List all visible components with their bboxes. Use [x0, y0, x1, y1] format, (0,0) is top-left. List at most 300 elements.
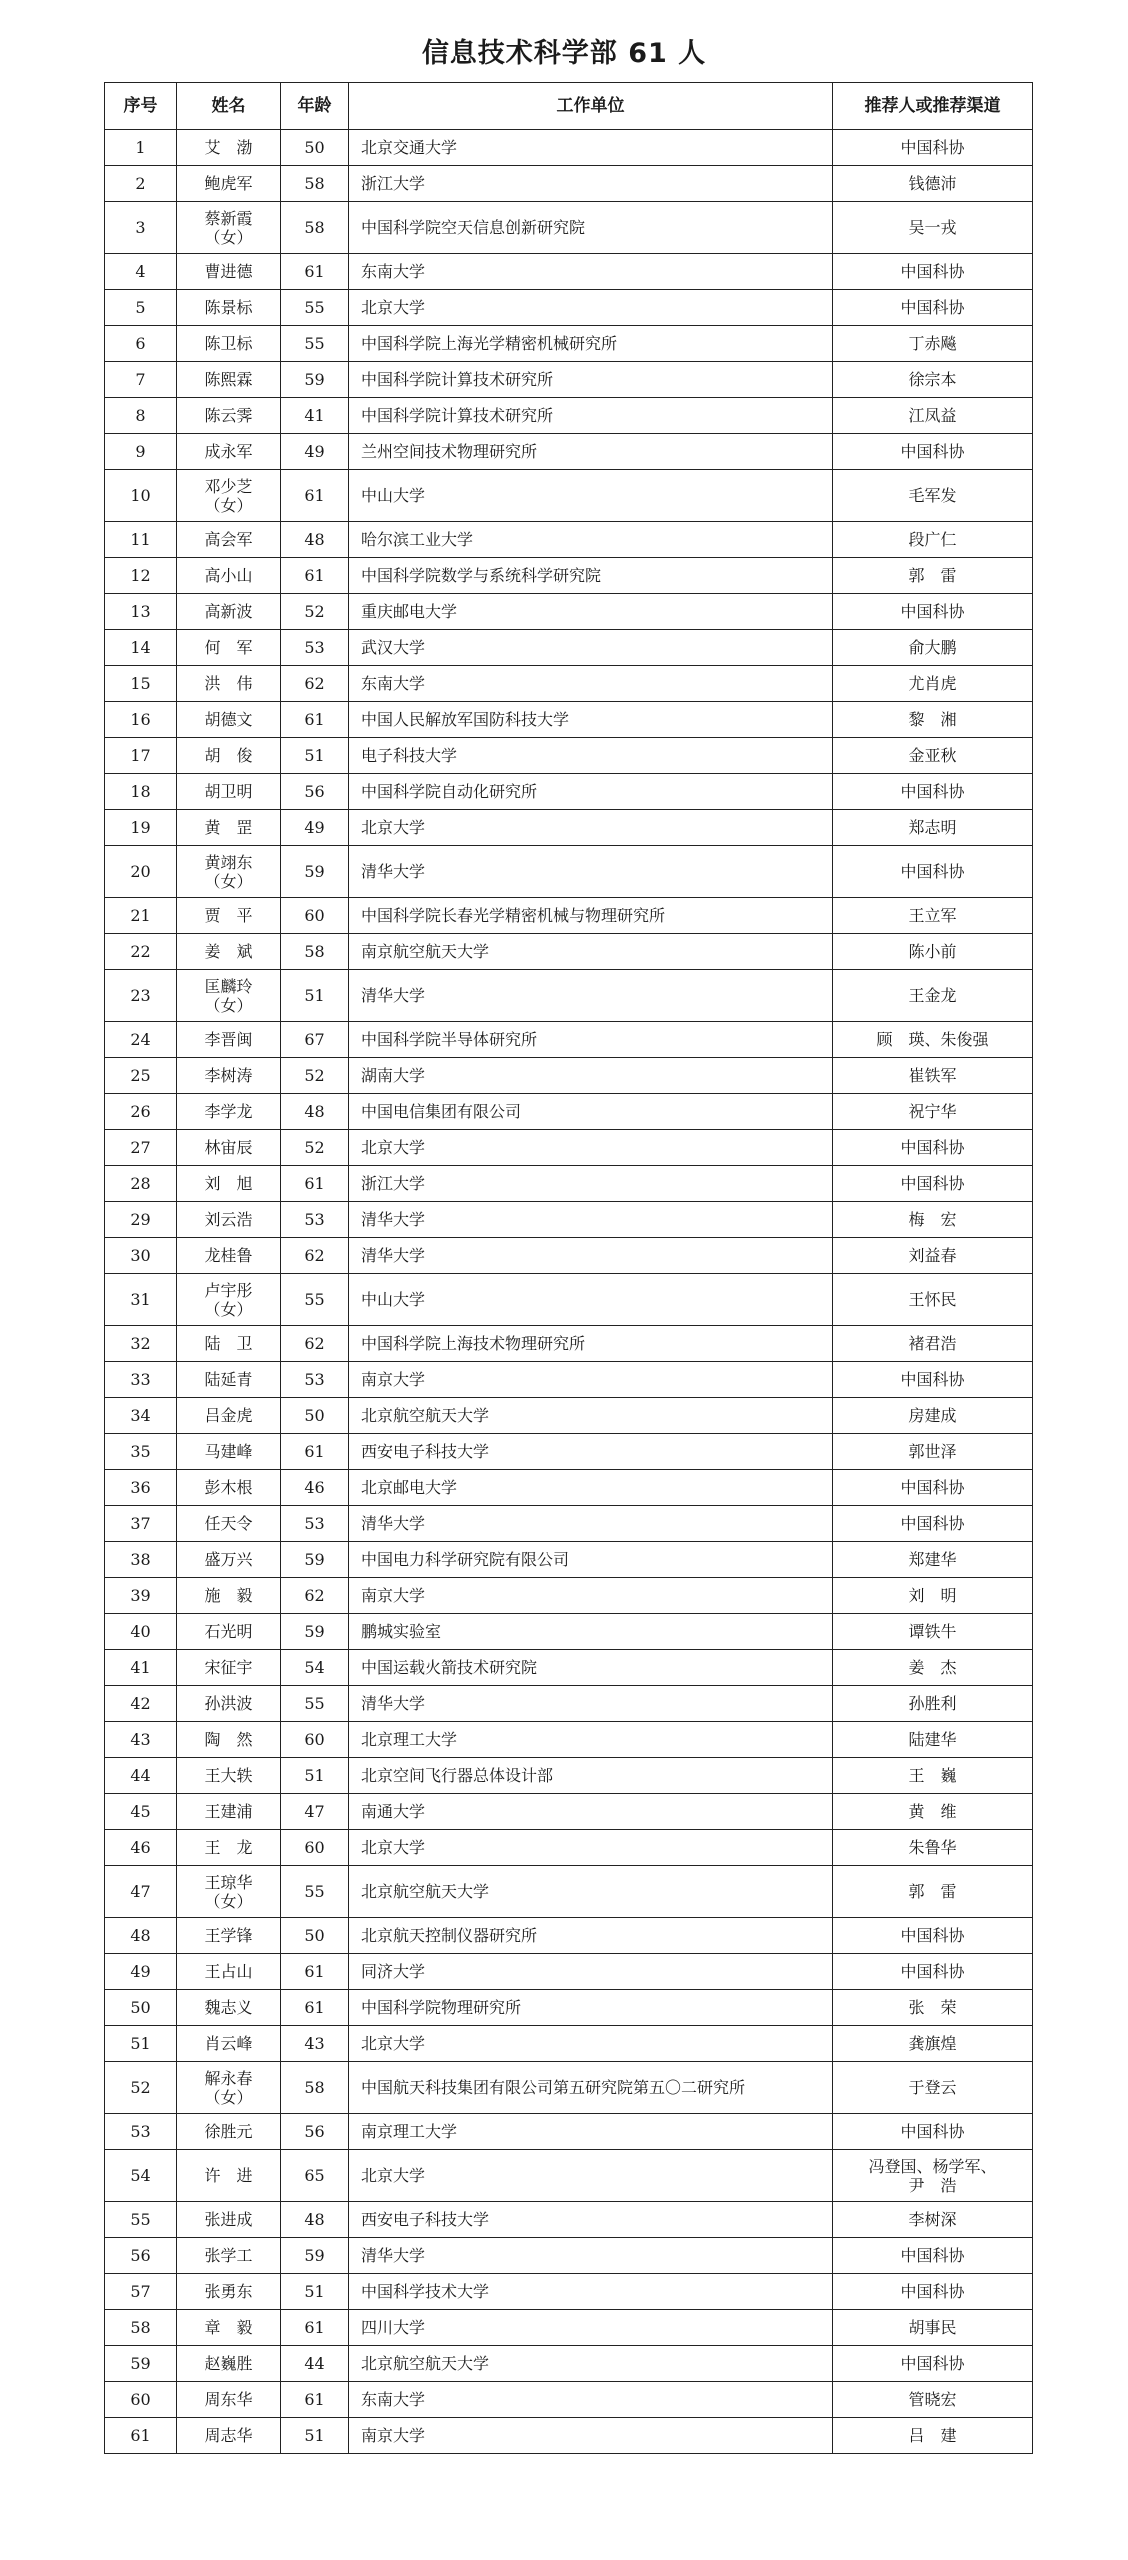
cell-workplace: 同济大学: [349, 1954, 833, 1990]
cell-index: 44: [105, 1758, 177, 1794]
cell-age: 58: [281, 166, 349, 202]
cell-name: 蔡新霞 （女）: [177, 202, 281, 254]
cell-age: 62: [281, 666, 349, 702]
cell-workplace: 西安电子科技大学: [349, 1434, 833, 1470]
cell-age: 65: [281, 2150, 349, 2202]
cell-age: 51: [281, 2274, 349, 2310]
table-row: [105, 362, 1033, 398]
cell-age: 61: [281, 1166, 349, 1202]
cell-index: 3: [105, 202, 177, 254]
cell-recommender: 丁赤飚: [833, 326, 1033, 362]
cell-recommender: 中国科协: [833, 594, 1033, 630]
cell-name: 成永军: [177, 434, 281, 470]
cell-name: 黄翊东 （女）: [177, 846, 281, 898]
cell-name: 周志华: [177, 2418, 281, 2454]
cell-age: 48: [281, 2202, 349, 2238]
cell-name: 陆延青: [177, 1362, 281, 1398]
cell-workplace: 清华大学: [349, 1686, 833, 1722]
cell-recommender: 王 巍: [833, 1758, 1033, 1794]
cell-recommender: 毛军发: [833, 470, 1033, 522]
cell-workplace: 北京大学: [349, 810, 833, 846]
cell-index: 28: [105, 1166, 177, 1202]
cell-age: 53: [281, 1506, 349, 1542]
cell-name: 任天令: [177, 1506, 281, 1542]
cell-recommender: 中国科协: [833, 130, 1033, 166]
cell-workplace: 西安电子科技大学: [349, 2202, 833, 2238]
cell-index: 4: [105, 254, 177, 290]
cell-recommender: 刘 明: [833, 1578, 1033, 1614]
cell-recommender: 郭世泽: [833, 1434, 1033, 1470]
cell-name: 施 毅: [177, 1578, 281, 1614]
cell-index: 14: [105, 630, 177, 666]
cell-index: 19: [105, 810, 177, 846]
cell-recommender: 孙胜利: [833, 1686, 1033, 1722]
table-row: [105, 1094, 1033, 1130]
table-row: [105, 398, 1033, 434]
cell-name: 陈景标: [177, 290, 281, 326]
cell-index: 53: [105, 2114, 177, 2150]
cell-name: 胡德文: [177, 702, 281, 738]
cell-recommender: 中国科协: [833, 1166, 1033, 1202]
table-row: [105, 326, 1033, 362]
cell-recommender: 中国科协: [833, 1918, 1033, 1954]
cell-recommender: 中国科协: [833, 290, 1033, 326]
cell-workplace: 中国航天科技集团有限公司第五研究院第五〇二研究所: [349, 2062, 833, 2114]
cell-index: 20: [105, 846, 177, 898]
cell-index: 26: [105, 1094, 177, 1130]
cell-recommender: 张 荣: [833, 1990, 1033, 2026]
cell-name: 胡 俊: [177, 738, 281, 774]
cell-name: 艾 渤: [177, 130, 281, 166]
table-row: [105, 1758, 1033, 1794]
cell-age: 51: [281, 738, 349, 774]
cell-age: 55: [281, 1274, 349, 1326]
cell-age: 58: [281, 2062, 349, 2114]
cell-age: 61: [281, 1954, 349, 1990]
cell-name: 李学龙: [177, 1094, 281, 1130]
cell-age: 60: [281, 1722, 349, 1758]
cell-name: 匡麟玲 （女）: [177, 970, 281, 1022]
cell-name: 王学锋: [177, 1918, 281, 1954]
header-name: 姓名: [177, 83, 281, 130]
cell-name: 洪 伟: [177, 666, 281, 702]
cell-recommender: 中国科协: [833, 846, 1033, 898]
cell-age: 53: [281, 1202, 349, 1238]
cell-index: 38: [105, 1542, 177, 1578]
table-row: [105, 1166, 1033, 1202]
cell-workplace: 清华大学: [349, 970, 833, 1022]
cell-age: 43: [281, 2026, 349, 2062]
cell-recommender: 段广仁: [833, 522, 1033, 558]
cell-workplace: 北京航天控制仪器研究所: [349, 1918, 833, 1954]
cell-name: 张学工: [177, 2238, 281, 2274]
cell-workplace: 中国科学院上海技术物理研究所: [349, 1326, 833, 1362]
table-row: [105, 738, 1033, 774]
cell-name: 刘 旭: [177, 1166, 281, 1202]
cell-age: 58: [281, 202, 349, 254]
cell-workplace: 北京交通大学: [349, 130, 833, 166]
table-row: [105, 166, 1033, 202]
cell-workplace: 中国科学院物理研究所: [349, 1990, 833, 2026]
cell-index: 25: [105, 1058, 177, 1094]
table-row: [105, 1022, 1033, 1058]
cell-age: 60: [281, 1830, 349, 1866]
cell-age: 59: [281, 846, 349, 898]
cell-recommender: 郭 雷: [833, 1866, 1033, 1918]
table-row: [105, 1866, 1033, 1918]
cell-name: 陆 卫: [177, 1326, 281, 1362]
cell-recommender: 钱德沛: [833, 166, 1033, 202]
cell-name: 张勇东: [177, 2274, 281, 2310]
cell-age: 61: [281, 2382, 349, 2418]
cell-index: 33: [105, 1362, 177, 1398]
cell-index: 17: [105, 738, 177, 774]
cell-age: 53: [281, 630, 349, 666]
cell-name: 贾 平: [177, 898, 281, 934]
cell-index: 41: [105, 1650, 177, 1686]
cell-recommender: 崔铁军: [833, 1058, 1033, 1094]
cell-index: 54: [105, 2150, 177, 2202]
cell-index: 23: [105, 970, 177, 1022]
cell-workplace: 清华大学: [349, 1202, 833, 1238]
table-row: [105, 254, 1033, 290]
cell-workplace: 东南大学: [349, 666, 833, 702]
cell-age: 58: [281, 934, 349, 970]
cell-index: 56: [105, 2238, 177, 2274]
nominee-table: [104, 82, 1033, 2454]
cell-workplace: 中山大学: [349, 1274, 833, 1326]
cell-recommender: 房建成: [833, 1398, 1033, 1434]
cell-name: 张进成: [177, 2202, 281, 2238]
cell-index: 24: [105, 1022, 177, 1058]
table-row: [105, 2026, 1033, 2062]
table-row: [105, 846, 1033, 898]
cell-recommender: 黎 湘: [833, 702, 1033, 738]
table-row: [105, 702, 1033, 738]
cell-name: 刘云浩: [177, 1202, 281, 1238]
cell-index: 6: [105, 326, 177, 362]
table-row: [105, 1794, 1033, 1830]
cell-age: 44: [281, 2346, 349, 2382]
cell-workplace: 北京大学: [349, 1130, 833, 1166]
cell-name: 宋征宇: [177, 1650, 281, 1686]
table-row: [105, 1398, 1033, 1434]
cell-age: 59: [281, 1614, 349, 1650]
cell-index: 40: [105, 1614, 177, 1650]
cell-recommender: 褚君浩: [833, 1326, 1033, 1362]
cell-name: 高新波: [177, 594, 281, 630]
cell-workplace: 中国科学技术大学: [349, 2274, 833, 2310]
cell-age: 55: [281, 1686, 349, 1722]
cell-age: 52: [281, 1058, 349, 1094]
cell-recommender: 陆建华: [833, 1722, 1033, 1758]
cell-index: 52: [105, 2062, 177, 2114]
cell-index: 43: [105, 1722, 177, 1758]
cell-name: 石光明: [177, 1614, 281, 1650]
table-row: [105, 1238, 1033, 1274]
cell-recommender: 祝宁华: [833, 1094, 1033, 1130]
cell-index: 42: [105, 1686, 177, 1722]
cell-workplace: 北京航空航天大学: [349, 2346, 833, 2382]
cell-name: 陈云霁: [177, 398, 281, 434]
table-row: [105, 1506, 1033, 1542]
cell-recommender: 龚旗煌: [833, 2026, 1033, 2062]
cell-recommender: 金亚秋: [833, 738, 1033, 774]
cell-index: 57: [105, 2274, 177, 2310]
cell-workplace: 浙江大学: [349, 166, 833, 202]
cell-recommender: 中国科协: [833, 1954, 1033, 1990]
cell-workplace: 浙江大学: [349, 1166, 833, 1202]
cell-age: 61: [281, 1434, 349, 1470]
cell-recommender: 俞大鹏: [833, 630, 1033, 666]
cell-age: 49: [281, 810, 349, 846]
cell-recommender: 中国科协: [833, 2238, 1033, 2274]
cell-index: 22: [105, 934, 177, 970]
cell-index: 59: [105, 2346, 177, 2382]
cell-index: 60: [105, 2382, 177, 2418]
cell-age: 48: [281, 1094, 349, 1130]
cell-recommender: 中国科协: [833, 1506, 1033, 1542]
cell-workplace: 重庆邮电大学: [349, 594, 833, 630]
cell-name: 王 龙: [177, 1830, 281, 1866]
table-row: [105, 1202, 1033, 1238]
cell-index: 29: [105, 1202, 177, 1238]
cell-index: 30: [105, 1238, 177, 1274]
cell-index: 45: [105, 1794, 177, 1830]
cell-workplace: 兰州空间技术物理研究所: [349, 434, 833, 470]
cell-name: 高小山: [177, 558, 281, 594]
cell-age: 62: [281, 1238, 349, 1274]
cell-index: 12: [105, 558, 177, 594]
cell-name: 曹进德: [177, 254, 281, 290]
cell-name: 徐胜元: [177, 2114, 281, 2150]
cell-recommender: 冯登国、杨学军、 尹 浩: [833, 2150, 1033, 2202]
cell-workplace: 北京航空航天大学: [349, 1866, 833, 1918]
cell-workplace: 电子科技大学: [349, 738, 833, 774]
cell-index: 39: [105, 1578, 177, 1614]
cell-name: 黄 罡: [177, 810, 281, 846]
cell-age: 51: [281, 2418, 349, 2454]
cell-recommender: 中国科协: [833, 254, 1033, 290]
cell-workplace: 南京大学: [349, 1362, 833, 1398]
cell-name: 胡卫明: [177, 774, 281, 810]
cell-index: 16: [105, 702, 177, 738]
table-row: [105, 522, 1033, 558]
cell-workplace: 南京理工大学: [349, 2114, 833, 2150]
cell-index: 1: [105, 130, 177, 166]
cell-index: 50: [105, 1990, 177, 2026]
cell-recommender: 王怀民: [833, 1274, 1033, 1326]
cell-index: 36: [105, 1470, 177, 1506]
cell-age: 46: [281, 1470, 349, 1506]
cell-name: 彭木根: [177, 1470, 281, 1506]
cell-workplace: 中国科学院半导体研究所: [349, 1022, 833, 1058]
table-row: [105, 934, 1033, 970]
cell-age: 61: [281, 1990, 349, 2026]
cell-age: 47: [281, 1794, 349, 1830]
table-row: [105, 1614, 1033, 1650]
cell-name: 姜 斌: [177, 934, 281, 970]
cell-recommender: 尤肖虎: [833, 666, 1033, 702]
cell-recommender: 管晓宏: [833, 2382, 1033, 2418]
cell-age: 51: [281, 970, 349, 1022]
cell-age: 62: [281, 1578, 349, 1614]
cell-recommender: 顾 瑛、朱俊强: [833, 1022, 1033, 1058]
table-row: [105, 1578, 1033, 1614]
cell-index: 31: [105, 1274, 177, 1326]
cell-index: 7: [105, 362, 177, 398]
cell-workplace: 武汉大学: [349, 630, 833, 666]
cell-index: 8: [105, 398, 177, 434]
cell-age: 67: [281, 1022, 349, 1058]
table-row: [105, 2114, 1033, 2150]
cell-age: 61: [281, 558, 349, 594]
cell-index: 5: [105, 290, 177, 326]
cell-workplace: 清华大学: [349, 846, 833, 898]
cell-index: 27: [105, 1130, 177, 1166]
cell-recommender: 于登云: [833, 2062, 1033, 2114]
cell-age: 48: [281, 522, 349, 558]
cell-name: 李晋闽: [177, 1022, 281, 1058]
cell-workplace: 北京空间飞行器总体设计部: [349, 1758, 833, 1794]
cell-workplace: 中国科学院计算技术研究所: [349, 398, 833, 434]
table-row: [105, 898, 1033, 934]
table-header-row: [105, 83, 1033, 130]
cell-index: 61: [105, 2418, 177, 2454]
cell-recommender: 郑建华: [833, 1542, 1033, 1578]
cell-workplace: 中国科学院长春光学精密机械与物理研究所: [349, 898, 833, 934]
cell-workplace: 南通大学: [349, 1794, 833, 1830]
cell-recommender: 王金龙: [833, 970, 1033, 1022]
cell-age: 56: [281, 774, 349, 810]
table-row: [105, 2310, 1033, 2346]
cell-workplace: 中国科学院自动化研究所: [349, 774, 833, 810]
header-recommender: 推荐人或推荐渠道: [833, 83, 1033, 130]
table-row: [105, 630, 1033, 666]
cell-index: 46: [105, 1830, 177, 1866]
table-row: [105, 2150, 1033, 2202]
table-row: [105, 2418, 1033, 2454]
cell-name: 李树涛: [177, 1058, 281, 1094]
cell-name: 魏志义: [177, 1990, 281, 2026]
table-row: [105, 2062, 1033, 2114]
cell-workplace: 南京大学: [349, 2418, 833, 2454]
cell-age: 49: [281, 434, 349, 470]
cell-workplace: 清华大学: [349, 2238, 833, 2274]
cell-workplace: 中国科学院空天信息创新研究院: [349, 202, 833, 254]
cell-index: 47: [105, 1866, 177, 1918]
table-row: [105, 1058, 1033, 1094]
cell-workplace: 北京大学: [349, 2150, 833, 2202]
cell-recommender: 中国科协: [833, 1470, 1033, 1506]
cell-workplace: 北京邮电大学: [349, 1470, 833, 1506]
cell-age: 60: [281, 898, 349, 934]
table-row: [105, 594, 1033, 630]
cell-age: 52: [281, 594, 349, 630]
table-row: [105, 1470, 1033, 1506]
cell-recommender: 黄 维: [833, 1794, 1033, 1830]
table-row: [105, 202, 1033, 254]
cell-age: 52: [281, 1130, 349, 1166]
table-row: [105, 1326, 1033, 1362]
cell-age: 59: [281, 1542, 349, 1578]
cell-recommender: 王立军: [833, 898, 1033, 934]
cell-workplace: 中国电信集团有限公司: [349, 1094, 833, 1130]
cell-age: 62: [281, 1326, 349, 1362]
table-row: [105, 2346, 1033, 2382]
table-row: [105, 130, 1033, 166]
cell-workplace: 鹏城实验室: [349, 1614, 833, 1650]
header-workplace: 工作单位: [349, 83, 833, 130]
cell-workplace: 中山大学: [349, 470, 833, 522]
cell-age: 56: [281, 2114, 349, 2150]
cell-name: 肖云峰: [177, 2026, 281, 2062]
header-index: 序号: [105, 83, 177, 130]
table-row: [105, 1830, 1033, 1866]
cell-recommender: 姜 杰: [833, 1650, 1033, 1686]
cell-index: 34: [105, 1398, 177, 1434]
cell-name: 高会军: [177, 522, 281, 558]
cell-recommender: 郑志明: [833, 810, 1033, 846]
cell-workplace: 中国运载火箭技术研究院: [349, 1650, 833, 1686]
cell-name: 吕金虎: [177, 1398, 281, 1434]
cell-workplace: 东南大学: [349, 2382, 833, 2418]
cell-recommender: 中国科协: [833, 2114, 1033, 2150]
cell-name: 章 毅: [177, 2310, 281, 2346]
cell-name: 孙洪波: [177, 1686, 281, 1722]
cell-index: 35: [105, 1434, 177, 1470]
cell-workplace: 南京大学: [349, 1578, 833, 1614]
cell-index: 49: [105, 1954, 177, 1990]
cell-name: 许 进: [177, 2150, 281, 2202]
table-row: [105, 470, 1033, 522]
cell-recommender: 吴一戎: [833, 202, 1033, 254]
cell-index: 21: [105, 898, 177, 934]
cell-workplace: 中国科学院计算技术研究所: [349, 362, 833, 398]
cell-workplace: 北京大学: [349, 290, 833, 326]
table-row: [105, 1650, 1033, 1686]
cell-name: 陈熙霖: [177, 362, 281, 398]
cell-index: 18: [105, 774, 177, 810]
cell-age: 41: [281, 398, 349, 434]
table-row: [105, 810, 1033, 846]
cell-index: 48: [105, 1918, 177, 1954]
table-row: [105, 558, 1033, 594]
page-title: 信息技术科学部 61 人: [421, 38, 707, 69]
cell-name: 盛万兴: [177, 1542, 281, 1578]
cell-recommender: 刘益春: [833, 1238, 1033, 1274]
cell-index: 10: [105, 470, 177, 522]
header-age: 年龄: [281, 83, 349, 130]
cell-workplace: 中国电力科学研究院有限公司: [349, 1542, 833, 1578]
table-row: [105, 1918, 1033, 1954]
cell-recommender: 中国科协: [833, 2274, 1033, 2310]
cell-recommender: 陈小前: [833, 934, 1033, 970]
cell-name: 周东华: [177, 2382, 281, 2418]
cell-workplace: 南京航空航天大学: [349, 934, 833, 970]
cell-recommender: 中国科协: [833, 434, 1033, 470]
cell-name: 马建峰: [177, 1434, 281, 1470]
cell-workplace: 湖南大学: [349, 1058, 833, 1094]
cell-name: 赵巍胜: [177, 2346, 281, 2382]
cell-index: 13: [105, 594, 177, 630]
table-row: [105, 970, 1033, 1022]
cell-recommender: 吕 建: [833, 2418, 1033, 2454]
cell-workplace: 中国人民解放军国防科技大学: [349, 702, 833, 738]
cell-workplace: 清华大学: [349, 1238, 833, 1274]
cell-workplace: 四川大学: [349, 2310, 833, 2346]
table-row: [105, 1130, 1033, 1166]
